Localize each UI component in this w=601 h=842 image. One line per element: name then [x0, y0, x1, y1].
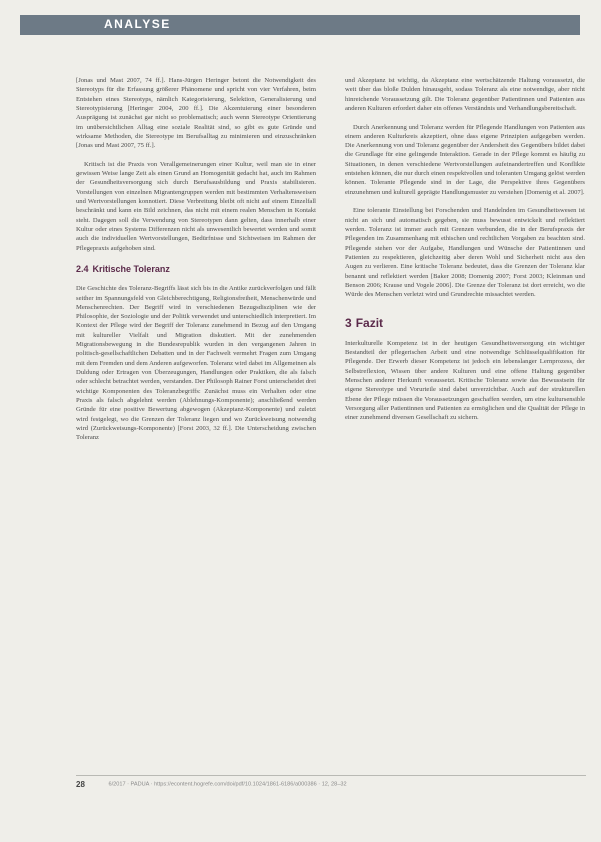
paragraph: und Akzeptanz ist wichtig, da Akzeptanz eine wertschätzende Haltung voraussetzt, die weit über das bloße Dulden hinausgeht, sodass Toleranz als eine notwendige, aber nicht hinreichende Voraussetzung gilt. Die Toleranz gegenüber Patientinnen und Patienten aus anderen Kulturen erfordert daher ein offenes Verständnis und Verhandlungsbereitschaft.	[345, 77, 585, 112]
paragraph: [Jonas und Mast 2007, 74 ff.]. Hans-Jürgen Heringer betont die Notwendigkeit des Stereotyps für die Erfassung größerer Phänomene und spricht von vier Verfahren, beim Entstehen eines Stereotyps, nämlich Kategorisierung, Selektion, Generalisierung und Stereotypisierung [Heringer 2004, 200 ff.]. Die Akzentuierung einer besonderen Ausprägung ist zunächst gar nicht so problematisch; auch wenn Stereotype Orientierung im unübersichtlichen Alltag eine soziale Realität sind, so gibt es gute Gründe und wirksame Methoden, die Stereotype im Berufsalltag zu minimieren und einzuschränken [Jonas und Mast 2007, 75 ff.].	[76, 77, 316, 150]
paragraph: Interkulturelle Kompetenz ist in der heutigen Gesundheitsversorgung ein wichtiger Bestandteil der pflegerischen Arbeit und eine notwendige Schlüsselqualifikation für Pflegende. Der Erwerb dieser Kompetenz ist jedoch ein lebenslanger Lernprozess, der Selbstreflexion, Wissen über andere Kulturen und eine offene Haltung gegenüber Menschen anderer Herkunft voraussetzt. Kritische Toleranz sowie das Bewusstsein für eigene Stereotype und Vorurteile sind dabei unverzichtbar. Auch auf der strukturellen Ebene der Pflege müssen die Voraussetzungen geschaffen werden, um eine kultursensible Versorgung aller Patientinnen und Patienten zu ermöglichen und die Qualität der Pflege in einer zunehmend diversen Gesellschaft zu sichern.	[345, 339, 585, 422]
page-number: 28	[76, 780, 85, 789]
right-column	[345, 76, 585, 766]
section-number: 3	[345, 316, 352, 331]
section-header-bar	[20, 15, 580, 35]
page-footer	[76, 775, 586, 789]
section-heading	[345, 316, 585, 331]
left-column	[76, 76, 316, 766]
section-number: 2.4	[76, 263, 89, 274]
section-title: Fazit	[355, 316, 384, 331]
section-heading	[76, 265, 316, 274]
paragraph: Die Geschichte des Toleranz-Begriffs lässt sich bis in die Antike zurückverfolgen und fällt seither im Spannungsfeld von Gleichberechtigung, Religionsfreiheit, Menschenwürde und Menschenrechten. Der Begriff wird in verschiedenen Bezugsdisziplinen wie der Philosophie, der Soziologie und der Politik verwendet und unterschiedlich interpretiert. Im Kontext der Pflege wird der Begriff der Toleranz zunehmend in Bezug auf den Umgang mit kultureller Vielfalt und Migration diskutiert. Mit der zunehmenden Migrationsbewegung in die Bundesrepublik wurden in den vergangenen Jahren in politisch-gesellschaftlichen Debatten und in der Fachwelt vermehrt Fragen zum Umgang mit dem Fremden und dem Anderen aufgeworfen. Toleranz wird dabei im Allgemeinen als Duldung oder Ertragen von Überzeugungen, Handlungen oder Praktiken, die als falsch oder schlecht betrachtet werden, verstanden. Der Philosoph Rainer Forst unterscheidet drei wichtige Komponenten des Toleranzbegriffs: Zunächst muss ein Verhalten oder eine Praxis als falsch abgelehnt werden (Ablehnungs-Komponente); anschließend werden Gründe für eine positive Bewertung abgewogen (Akzeptanz-Komponente) und zuletzt wird festgelegt, wo die Grenzen der Toleranz liegen und wo Zurückweisung notwendig wird (Zurückweisungs-Komponente) [Forst 2003, 32 ff.]. Die Unterscheidung zwischen Toleranz	[76, 285, 316, 442]
paragraph: Durch Anerkennung und Toleranz werden für Pflegende Handlungen von Patienten aus einem anderen Kulturkreis akzeptiert, ohne dass eigene Prinzipien aufgegeben werden. Die Anerkennung von und Toleranz gegenüber der Andersheit des Gegenübers bildet dabei die Grundlage für eine gelingende Interaktion. Gerade in der Pflege kommt es häufig zu Situationen, in denen verschiedene Wertvorstellungen aufeinandertreffen und Konflikte entstehen können, die nur durch einen respektvollen und toleranten Umgang gelöst werden können. Tolerante Pflegende sind in der Lage, die Perspektive ihres Gegenübers einzunehmen und kulturell geprägte Handlungsmuster zu verstehen [Domenig et al. 2007].	[345, 123, 585, 196]
section-title: Kritische Toleranz	[92, 263, 170, 274]
paragraph: Kritisch ist die Praxis von Verallgemeinerungen einer Kultur, weil man sie in einer gewissen Weise lange Zeit als einen Grund an Homogenität gedacht hat, auch im Rahmen der Gesundheitsversorgung sich durch Berufsausbildung und Praxis stabilisieren. Vorstellungen von einzelnen Migrantengruppen werden mit bestimmten Verhaltensweisen und Wertvorstellungen konnotiert. Diese Verbreitung bleibt oft nicht auf einem Einzelfall beschränkt und kann ein Bild zeichnen, das nicht mit einem realen Menschen in Kontakt steht. Dagegen soll die Verwendung von Stereotypen dann gelten, dass innerhalb einer Kultur oder eines Systems Differenzen nicht als unwesentlich bewertet werden und somit auch die individuellen Wertvorstellungen, Bedürfnisse und Sichtweisen im Rahmen der Pflegepraxis aufgehoben sind.	[76, 160, 316, 252]
paragraph: Eine tolerante Einstellung bei Forschenden und Handelnden im Gesundheitswesen ist nicht an sich und automatisch gegeben, sie muss bewusst entwickelt und reflektiert werden. Toleranz ist immer auch mit Grenzen verbunden, die in der Berufspraxis der Pflegenden im Zusammenhang mit ethischen und rechtlichen Vorgaben zu beachten sind. Pflegende stehen vor der Aufgabe, Handlungen und Wünsche der Patientinnen und Patienten zu respektieren, gleichzeitig aber deren Wohl und Sicherheit nicht aus den Augen zu verlieren. Eine kritische Toleranz bedeutet, dass die Grenzen der Toleranz klar benannt und reflektiert werden [Baker 2008; Domenig 2007; Forst 2003; Kleinman und Benson 2006; Krause und Vogele 2006]. Die Grenze der Toleranz ist dort erreicht, wo die Würde des Menschen verletzt wird und Grundrechte missachtet werden.	[345, 207, 585, 299]
section-label: ANALYSE	[104, 17, 171, 31]
journal-citation: 6/2017 · PADUA · https://econtent.hogrefe.com/doi/pdf/10.1024/1861-6186/a000386 · 12, 28–32	[108, 781, 347, 788]
